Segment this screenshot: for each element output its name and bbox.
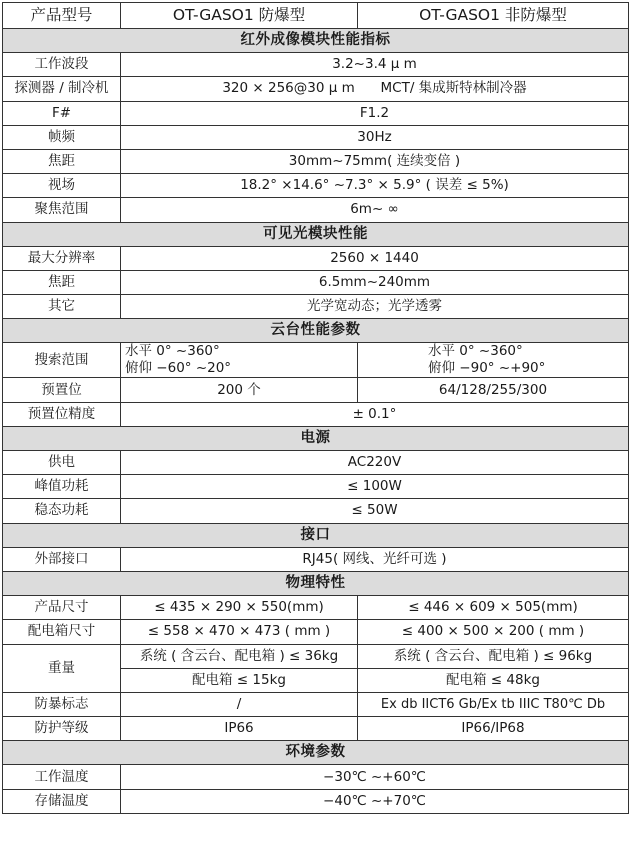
table-row [3,789,629,813]
row-value: RJ45( 网线、光纤可选 ) [121,547,629,571]
row-value: F1.2 [121,101,629,125]
row-label: 搜索范围 [3,343,121,378]
row-value-b: 64/128/255/300 [358,378,629,402]
row-label: 重量 [3,644,121,692]
table-row [3,765,629,789]
row-label: 配电箱尺寸 [3,620,121,644]
row-label: 稳态功耗 [3,499,121,523]
section-header-physical [3,571,629,595]
row-label: 存储温度 [3,789,121,813]
search-range-a-horizontal: 水平 0° ~360° [125,343,220,360]
row-value: 6.5mm~240mm [121,270,629,294]
row-value-a: / [121,692,358,716]
row-label: 防暴标志 [3,692,121,716]
search-range-b-pitch: 俯仰 −90° ~+90° [428,360,546,377]
table-row [3,378,629,402]
row-value: ± 0.1° [121,402,629,426]
section-header-visible [3,222,629,246]
row-label: 防护等级 [3,717,121,741]
search-range-b-horizontal: 水平 0° ~360° [428,343,523,360]
table-row [3,717,629,741]
table-row [3,101,629,125]
table-row [3,644,629,668]
table-row [3,596,629,620]
row-label: 预置位 [3,378,121,402]
row-value: −30℃ ~+60℃ [121,765,629,789]
row-label: 最大分辨率 [3,246,121,270]
row-label: 其它 [3,295,121,319]
table-row [3,77,629,101]
weight-system-b: 系统 ( 含云台、配电箱 ) ≤ 96kg [358,644,629,668]
row-value-b: ≤ 400 × 500 × 200 ( mm ) [358,620,629,644]
row-value-a: ≤ 435 × 290 × 550(mm) [121,596,358,620]
row-value-b: ≤ 446 × 609 × 505(mm) [358,596,629,620]
header-row [3,3,629,29]
row-value: 光学宽动态；光学透雾 [121,295,629,319]
table-row [3,125,629,149]
row-label: 视场 [3,174,121,198]
table-row [3,620,629,644]
row-value: 18.2° ×14.6° ~7.3° × 5.9° ( 误差 ≤ 5%) [121,174,629,198]
row-label: 帧频 [3,125,121,149]
row-value: 30Hz [121,125,629,149]
table-row [3,475,629,499]
section-title-interface: 接口 [3,523,629,547]
row-value-a: ≤ 558 × 470 × 473 ( mm ) [121,620,358,644]
row-label: 预置位精度 [3,402,121,426]
row-value: AC220V [121,451,629,475]
row-label: 聚焦范围 [3,198,121,222]
table-row [3,499,629,523]
section-header-interface [3,523,629,547]
table-row [3,692,629,716]
header-model-a: OT-GASO1 防爆型 [121,3,358,29]
row-value: 3.2~3.4 μ m [121,53,629,77]
row-label: 焦距 [3,270,121,294]
table-row [3,402,629,426]
search-range-a-pitch: 俯仰 −60° ~20° [125,360,232,377]
table-row [3,149,629,173]
section-header-ir [3,29,629,53]
row-label: 外部接口 [3,547,121,571]
row-label: 峰值功耗 [3,475,121,499]
row-value-a [121,343,358,378]
table-row [3,547,629,571]
row-label: 焦距 [3,149,121,173]
spec-table [2,2,629,814]
table-row [3,295,629,319]
row-value: 320 × 256@30 μ m MCT/ 集成斯特林制冷器 [121,77,629,101]
row-value-a: IP66 [121,717,358,741]
row-value: ≤ 50W [121,499,629,523]
row-label: 探测器 / 制冷机 [3,77,121,101]
row-label: 工作波段 [3,53,121,77]
row-label: F# [3,101,121,125]
row-value: 2560 × 1440 [121,246,629,270]
table-row [3,246,629,270]
table-row [3,270,629,294]
table-row [3,174,629,198]
table-row [3,451,629,475]
header-label: 产品型号 [3,3,121,29]
weight-box-a: 配电箱 ≤ 15kg [121,668,358,692]
table-row [3,343,629,378]
row-label: 供电 [3,451,121,475]
row-label: 产品尺寸 [3,596,121,620]
section-title-power: 电源 [3,426,629,450]
section-title-ptz: 云台性能参数 [3,319,629,343]
row-value-a: 200 个 [121,378,358,402]
section-title-visible: 可见光模块性能 [3,222,629,246]
row-value-b: Ex db IICT6 Gb/Ex tb IIIC T80℃ Db [358,692,629,716]
row-value: −40℃ ~+70℃ [121,789,629,813]
section-title-env: 环境参数 [3,741,629,765]
row-value: 30mm~75mm( 连续变倍 ) [121,149,629,173]
section-header-ptz [3,319,629,343]
section-header-power [3,426,629,450]
row-label: 工作温度 [3,765,121,789]
weight-box-b: 配电箱 ≤ 48kg [358,668,629,692]
section-header-env [3,741,629,765]
row-value-b [358,343,629,378]
section-title-ir: 红外成像模块性能指标 [3,29,629,53]
row-value: 6m~ ∞ [121,198,629,222]
row-value: ≤ 100W [121,475,629,499]
weight-system-a: 系统 ( 含云台、配电箱 ) ≤ 36kg [121,644,358,668]
section-title-physical: 物理特性 [3,571,629,595]
row-value-b: IP66/IP68 [358,717,629,741]
header-model-b: OT-GASO1 非防爆型 [358,3,629,29]
table-row [3,53,629,77]
table-row [3,198,629,222]
